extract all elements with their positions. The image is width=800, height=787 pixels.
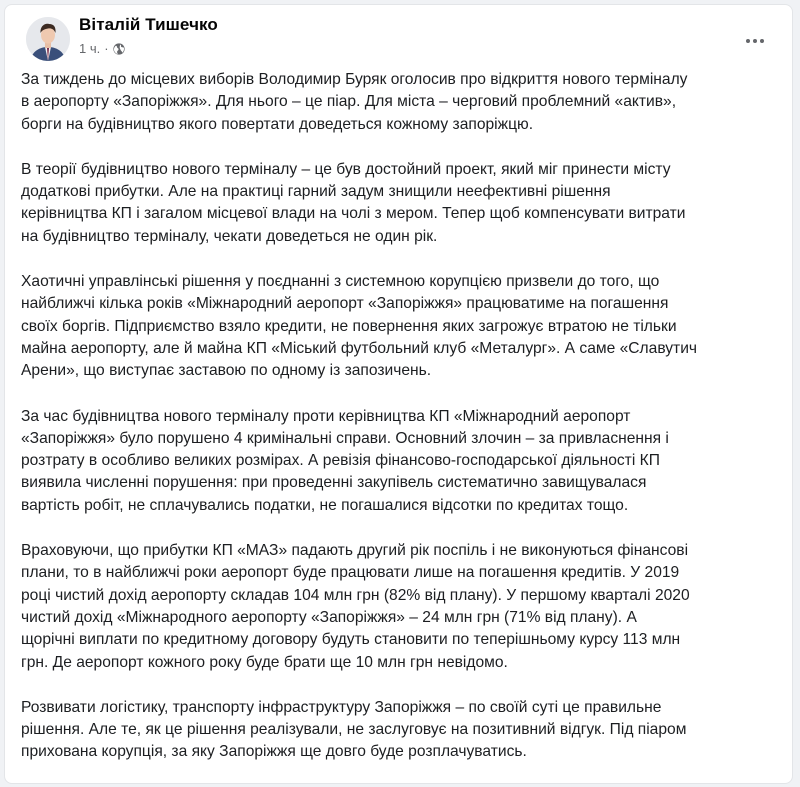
text-line: майна аеропорту, але й майна КП «Міський футбольний клуб «Металург». А саме «Славутич: [21, 339, 698, 357]
post-paragraph-1: [21, 69, 781, 136]
text-line: розтрату в особливо великих розмірах. А ревізія фінансово-господарської діяльності КП: [21, 452, 660, 470]
text-line: на будівництво терміналу, чекати доведеться не один рік.: [21, 227, 438, 245]
text-line: «Запоріжжя» було порушено 4 кримінальні справи. Основний злочин – за привласнення і: [21, 429, 669, 447]
avatar-photo-icon: [26, 17, 70, 61]
post-paragraph-6: [21, 697, 781, 764]
text-line: в аеропорту «Запоріжжя». Для нього – це піар. Для міста – черговий проблемний «актив»,: [21, 93, 677, 111]
more-options-icon: [746, 39, 750, 43]
text-line: рішення. Але те, як це рішення реалізували, не заслуговує на позитивний відгук. Під піаром: [21, 721, 687, 739]
text-line: найближчі кілька років «Міжнародний аеропорт «Запоріжжя» працюватиме на погашення: [21, 295, 669, 313]
text-line: За тиждень до місцевих виборів Володимир Буряк оголосив про відкриття нового терміналу: [21, 71, 688, 88]
post-header: [5, 5, 792, 67]
post-paragraph-2: [21, 159, 781, 248]
text-line: році чистий дохід аеропорту складав 104 млн грн (82% від плану). У першому кварталі 2020: [21, 586, 690, 604]
text-line: Хаотичні управлінські рішення у поєднанні з системною корупцією призвели до того, що: [21, 273, 660, 291]
post-paragraph-3: [21, 271, 781, 382]
text-line: чистий дохід «Міжнародного аеропорту «Запоріжжя» – 24 млн грн (71% від плану). А: [21, 608, 637, 626]
more-options-icon: [753, 39, 757, 43]
post-paragraph-5: [21, 540, 781, 674]
post-paragraph-4: [21, 406, 781, 517]
text-line: своїх боргів. Підприємство взяло кредити, не повернення яких загрожує втратою не тільки: [21, 317, 677, 335]
author-name[interactable]: Віталій Тишечко: [79, 15, 218, 34]
text-line: грн. Де аеропорт кожного року буде брати ще 10 млн грн невідомо.: [21, 653, 508, 671]
text-line: Розвивати логістику, транспорту інфраструктуру Запоріжжя – по своїй суті це правильне: [21, 698, 662, 716]
more-options-icon: [760, 39, 764, 43]
text-line: керівництва КП і загалом місцевої влади на чолі з мером. Тепер щоб компенсувати витрати: [21, 205, 686, 223]
meta-separator: ·: [104, 41, 109, 56]
text-line: прихована корупція, за яку Запоріжжя ще довго буде розплачуватись.: [21, 743, 527, 761]
post-body: [21, 69, 781, 787]
globe-icon[interactable]: [113, 43, 125, 55]
text-line: додаткові прибутки. Але на практиці гарний задум знищили неефективні рішення: [21, 183, 611, 201]
post-timestamp[interactable]: 1 ч.: [79, 41, 101, 56]
text-line: борги на будівництво якого повертати доведеться кожному запоріжцю.: [21, 115, 534, 133]
text-line: виявила численні порушення: при проведенні закупівель систематично завищувалася: [21, 474, 647, 492]
text-line: Враховуючи, що прибутки КП «МАЗ» падають другий рік поспіль і не виконуються фінансові: [21, 542, 689, 560]
text-line: плани, то в найближчі роки аеропорт буде працювати лише на погашення кредитів. У 2019: [21, 564, 680, 582]
text-line: Арени», що виступає заставою по одному із запозичень.: [21, 362, 432, 380]
text-line: За час будівництва нового терміналу проти керівництва КП «Міжнародний аеропорт: [21, 407, 631, 425]
author-avatar[interactable]: [26, 17, 70, 61]
post-meta: [79, 41, 125, 56]
text-line: щорічні виплати по кредитному договору будуть становити по теперішньому курсу 113 млн: [21, 631, 681, 649]
more-options-button[interactable]: [740, 31, 770, 51]
text-line: вартість робіт, не сплачувались податки, не погашалися відсотки по кредитах тощо.: [21, 496, 629, 514]
text-line: В теорії будівництво нового терміналу – це був достойний проект, який міг принести місту: [21, 160, 671, 178]
post-card: [4, 4, 793, 784]
